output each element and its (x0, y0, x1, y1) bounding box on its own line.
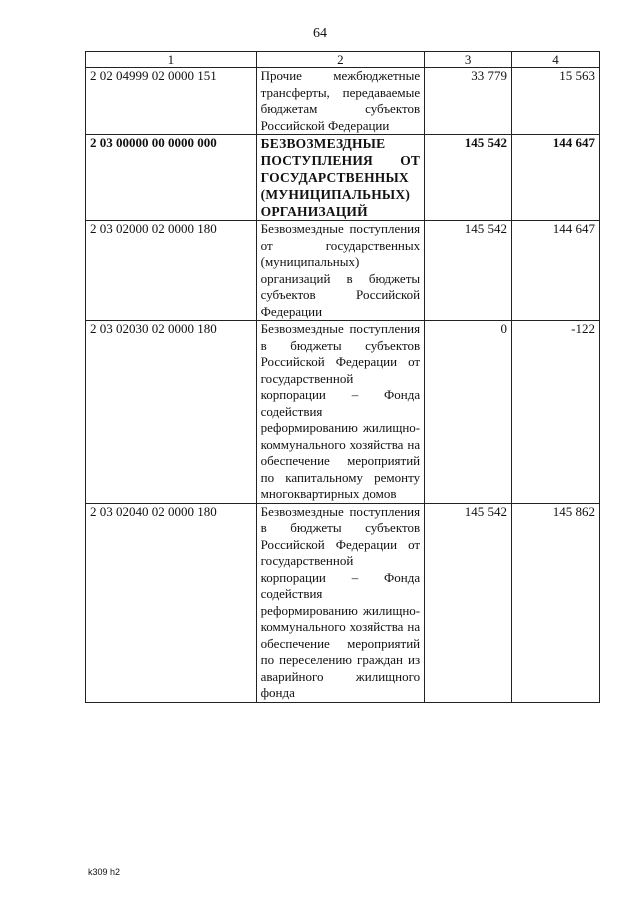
column-header: 1 (86, 52, 257, 68)
value-col4: -122 (512, 321, 600, 504)
table-row (86, 135, 600, 221)
row-description: БЕЗВОЗМЕЗДНЫЕ ПОСТУПЛЕНИЯ ОТ ГОСУДАРСТВЕННЫХ (МУНИЦИПАЛЬНЫХ) ОРГАНИЗАЦИЙ (256, 135, 425, 221)
table-header-row (86, 52, 600, 68)
value-col3: 0 (425, 321, 512, 504)
budget-code: 2 03 00000 00 0000 000 (86, 135, 257, 221)
column-header: 4 (512, 52, 600, 68)
value-col4: 144 647 (512, 135, 600, 221)
budget-code: 2 03 02040 02 0000 180 (86, 503, 257, 702)
footer-code: k309 h2 (88, 867, 121, 877)
table-row (86, 221, 600, 321)
column-header: 3 (425, 52, 512, 68)
value-col4: 15 563 (512, 68, 600, 135)
table-row (86, 68, 600, 135)
table-row (86, 503, 600, 702)
budget-code: 2 02 04999 02 0000 151 (86, 68, 257, 135)
table-row (86, 321, 600, 504)
page-number: 64 (313, 26, 327, 41)
row-description: Безвозмездные поступления в бюджеты субъектов Российской Федерации от государственной корпорации – Фонда содействия реформированию жилищно-коммунального хозяйства на обеспечение мероприятий по капитальному ремонту многоквартирных домов (256, 321, 425, 504)
value-col3: 145 542 (425, 135, 512, 221)
column-header: 2 (256, 52, 425, 68)
row-description: Безвозмездные поступления в бюджеты субъектов Российской Федерации от государственной корпорации – Фонда содействия реформированию жилищно-коммунального хозяйства на обеспечение мероприятий по переселению граждан из аварийного жилищного фонда (256, 503, 425, 702)
value-col3: 145 542 (425, 221, 512, 321)
row-description: Безвозмездные поступления от государственных (муниципальных) организаций в бюджеты субъектов Российской Федерации (256, 221, 425, 321)
value-col3: 33 779 (425, 68, 512, 135)
budget-code: 2 03 02000 02 0000 180 (86, 221, 257, 321)
value-col3: 145 542 (425, 503, 512, 702)
budget-code: 2 03 02030 02 0000 180 (86, 321, 257, 504)
value-col4: 144 647 (512, 221, 600, 321)
value-col4: 145 862 (512, 503, 600, 702)
budget-table (85, 51, 600, 703)
row-description: Прочие межбюджетные трансферты, передаваемые бюджетам субъектов Российской Федерации (256, 68, 425, 135)
